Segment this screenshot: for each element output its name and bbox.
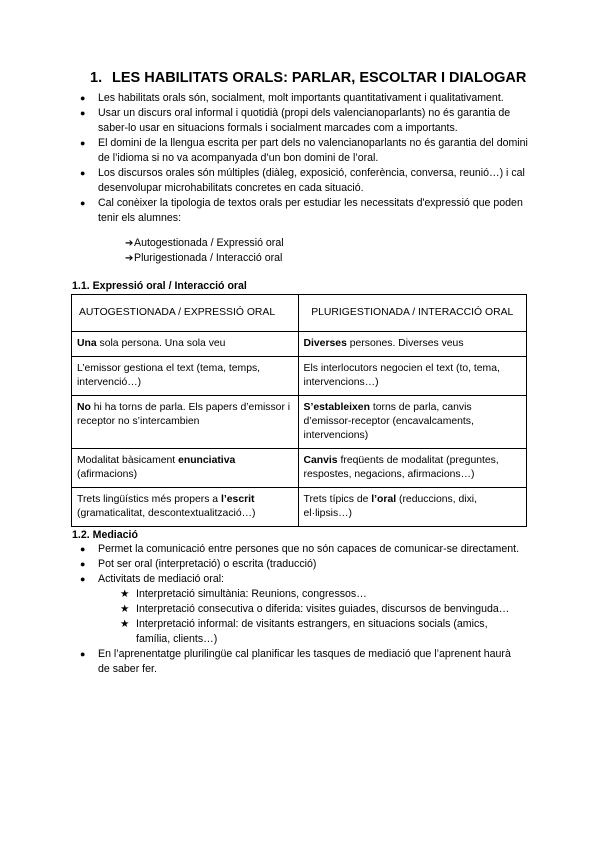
sub-list [108,236,408,266]
section-1-2-title: 1.2. Mediació [72,529,138,541]
cell-left: Una sola persona. Una sola veu [72,332,299,357]
cell-right: Els interlocutors negocien el text (to, tema, intervencions…) [298,357,526,396]
list-item: ● En l’aprenentatge plurilingüe cal planificar les tasques de mediació que l’aprenent haurà de saber fer. [80,648,511,675]
cell-left: Modalitat bàsicament enunciativa (afirmacions) [72,449,299,488]
list-item: ★ Interpretació consecutiva o diferida: visites guiades, discursos de benvinguda… [120,603,510,615]
arrow-icon: ➔ [125,238,134,249]
col-header-right: PLURIGESTIONADA / INTERACCIÓ ORAL [298,295,526,332]
star-icon: ★ [120,603,130,615]
star-icon: ★ [120,588,130,600]
table-row [72,332,527,357]
list-item: ● Usar un discurs oral informal i quotidià (propi dels valencianoparlants) no és garantia de saber-lo usar en situacions formals i socialment marcades com a importants. [80,107,511,134]
intro-bullet-list [72,91,532,226]
heading-number: 1. [90,70,103,86]
table-header-row [72,295,527,332]
cell-left: L’emissor gestiona el text (tema, temps, intervenció…) [72,357,299,396]
bullet-icon: ● [80,544,86,554]
list-item: ● Pot ser oral (interpretació) o escrita (traducció) [80,558,317,570]
list-item: ★ Interpretació informal: de visitants estrangers, en situacions socials (amics, família, clients…) [120,618,488,645]
main-heading [90,70,526,86]
bullet-icon: ● [80,574,86,584]
cell-right: S’estableixen torns de parla, canvis d’emissor-receptor (encavalcaments, intervencions) [298,396,526,449]
list-item: ● Les habilitats orals són, socialment, molt importants quantitativament i qualitativament. [80,92,504,104]
list-item: ● Los discursos orales són múltiples (diàleg, exposició, conferència, conversa, reunió…) i cal desenvolupar microhabilitats concretes en cada situació. [80,167,525,194]
sub-list-item: ➔ Plurigestionada / Interacció oral [125,252,283,264]
bullet-icon: ● [80,168,86,178]
sub-list-item: ➔ Autogestionada / Expressió oral [125,237,284,249]
bullet-icon: ● [80,649,86,659]
list-item: ★ Interpretació simultània: Reunions, congressos… [120,588,367,600]
cell-left: Trets lingüístics més propers a l’escrit (gramaticalitat, descontextualització…) [72,488,299,527]
list-item: ● Cal conèixer la tipologia de textos orals per estudiar les necessitats d'expressió que poden tenir els alumnes: [80,197,523,224]
star-icon: ★ [120,618,130,630]
comparison-table [71,294,527,527]
mediation-list [72,542,522,677]
list-item: ● El domini de la llengua escrita per part dels no valencianoparlants no és garantia del domini de l’idioma si no va acompanyada d’un bon domini de l’oral. [80,137,528,164]
cell-right: Trets típics de l’oral (reduccions, dixi, el·lipsis…) [298,488,526,527]
table-row [72,488,527,527]
table-row [72,357,527,396]
list-item: ● Activitats de mediació oral: [80,573,225,585]
col-header-left: AUTOGESTIONADA / EXPRESSIÓ ORAL [72,295,299,332]
bullet-icon: ● [80,108,86,118]
table-row [72,396,527,449]
cell-right: Canvis freqüents de modalitat (preguntes, respostes, negacions, afirmacions…) [298,449,526,488]
table-row [72,449,527,488]
arrow-icon: ➔ [125,253,134,264]
cell-right: Diverses persones. Diverses veus [298,332,526,357]
list-item: ● Permet la comunicació entre persones que no són capaces de comunicar-se directament. [80,543,520,555]
bullet-icon: ● [80,559,86,569]
heading-title: LES HABILITATS ORALS: PARLAR, ESCOLTAR I DIALOGAR [112,70,527,86]
bullet-icon: ● [80,138,86,148]
cell-left: No hi ha torns de parla. Els papers d’emissor i receptor no s’intercambien [72,396,299,449]
bullet-icon: ● [80,198,86,208]
section-1-1-title: 1.1. Expressió oral / Interacció oral [72,280,247,292]
bullet-icon: ● [80,93,86,103]
